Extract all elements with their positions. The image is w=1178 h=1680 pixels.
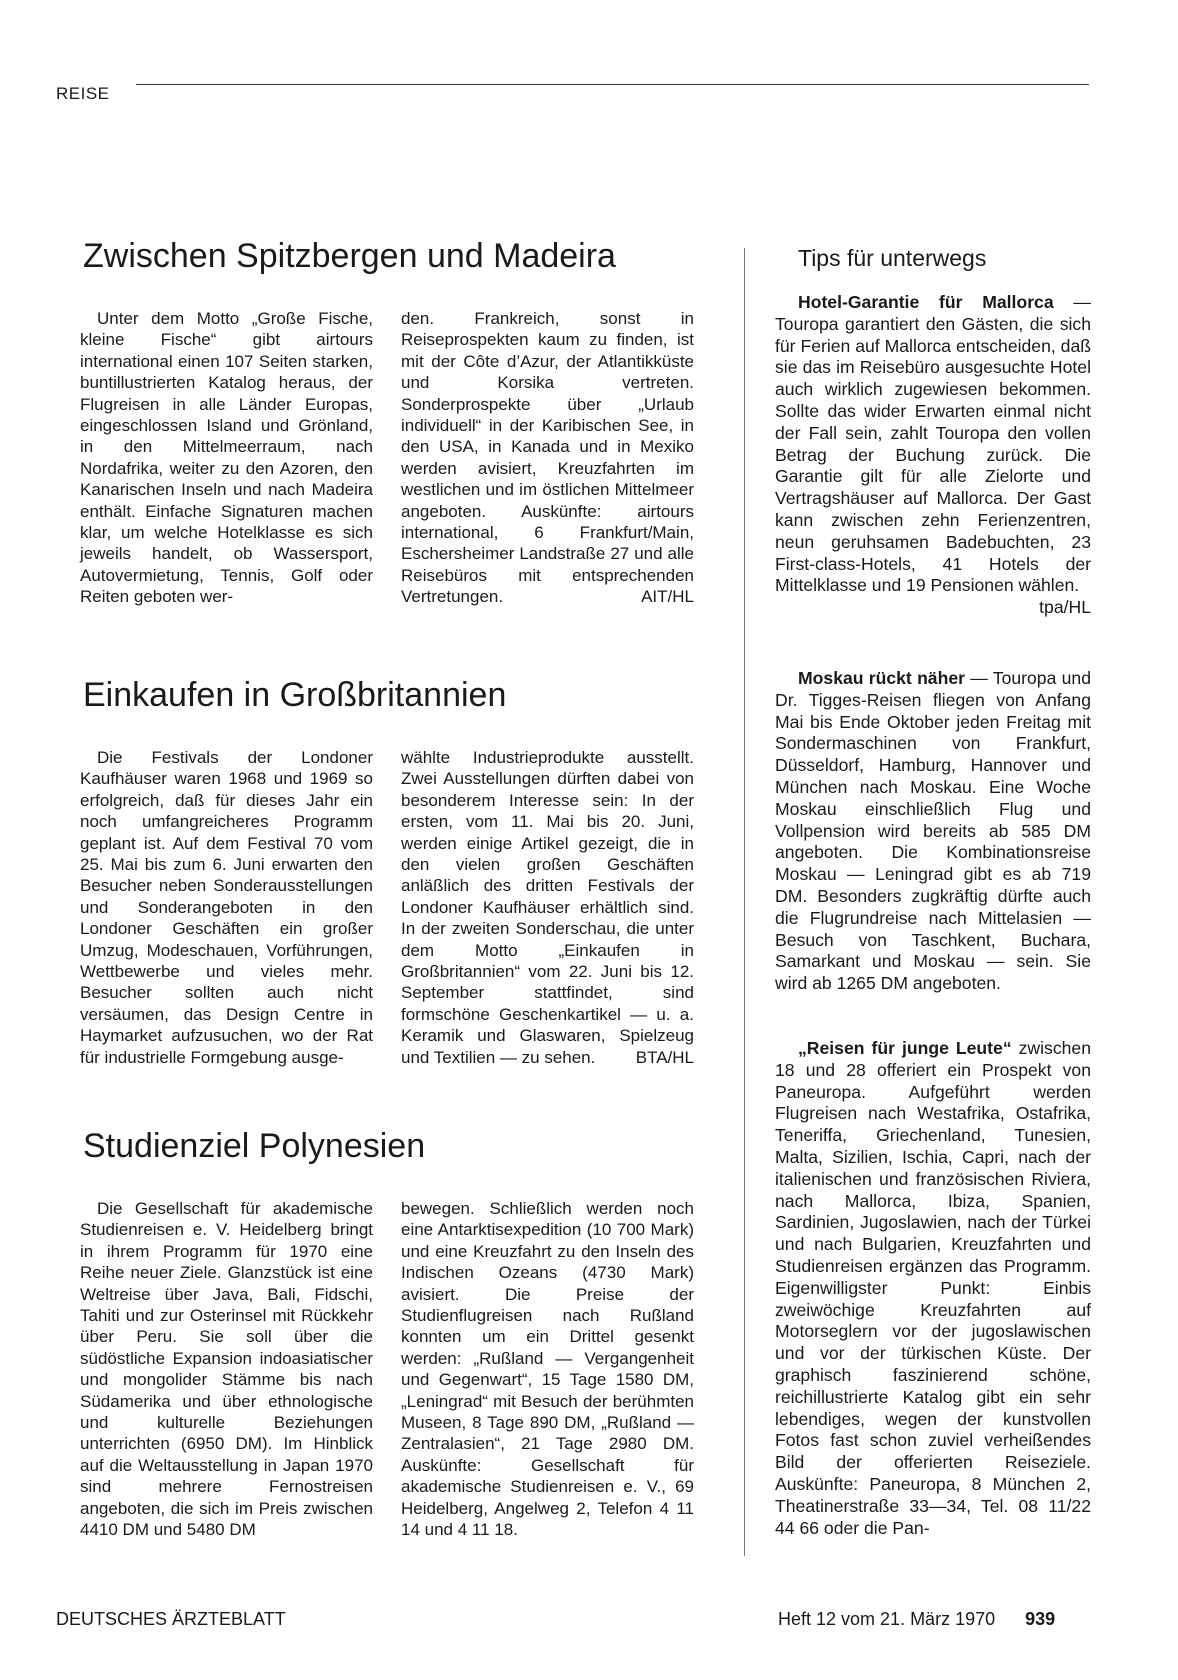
article-title-spitzbergen: Zwischen Spitzbergen und Madeira (83, 237, 616, 275)
article-body: bewegen. Schließlich werden noch eine Antarktisexpedition (10 700 Mark) und eine Kreuzfahrt zu den Inseln des Indischen Ozeans (4730 Mark) avisiert. Die Preise der Studienflugreisen nach Rußland konnten um ein Drittel gesenkt werden: „Rußland — Vergangenheit und Gegenwart“, 15 Tage 1580 DM, „Leningrad“ mit Besuch der berühmten Museen, 8 Tage 890 DM, „Rußland — Zentralasien“, 21 Tage 2980 DM. Auskünfte: Gesellschaft für akademische Studienreisen e. V., 69 Heidelberg, Angelweg 2, Telefon 4 11 14 und 4 11 18. (401, 1199, 694, 1540)
tip-lead: Moskau rückt näher (798, 668, 965, 688)
tip-mallorca (775, 292, 1091, 619)
column-divider (744, 248, 745, 1556)
footer-issue-text: Heft 12 vom 21. März 1970 (778, 1609, 996, 1629)
article-body: Die Gesellschaft für akademische Studienreisen e. V. Heidelberg bringt in ihrem Programm für 1970 eine Reihe neuer Ziele. Glanzstück ist eine Weltreise über Java, Bali, Fidschi, Tahiti und zur Osterinsel mit Rückkehr über Peru. Sie soll über die südöstliche Expansion indoasiatischer und mongolider Stämme bis nach Südamerika und über ethnologische und kulturelle Beziehungen unterrichten (6950 DM). Im Hinblick auf die Weltausstellung in Japan 1970 sind mehrere Fernostreisen angeboten, die sich im Preis zwischen 4410 DM und 5480 DM (80, 1199, 373, 1540)
article-body: Unter dem Motto „Große Fische, kleine Fische“ gibt airtours international einen 107 Seiten starken, buntillustrierten Katalog heraus, der Flugreisen in alle Länder Europas, eingeschlossen Island und Grönland, in den Mittelmeerraum, nach Nordafrika, weiter zu den Azoren, den Kanarischen Inseln und nach Madeira enthält. Einfache Signaturen machen klar, um welche Hotelklasse es sich jeweils handelt, ob Wassersport, Autovermietung, Tennis, Golf oder Reiten geboten wer- (80, 309, 373, 607)
tip-lead: „Reisen für junge Leute“ (798, 1038, 1012, 1058)
header-rule (136, 84, 1089, 85)
tip-junge-leute (775, 1038, 1091, 1539)
article-signature: AIT/HL (641, 587, 694, 607)
tip-body: — Touropa garantiert den Gästen, die sich für Ferien auf Mallorca entscheiden, daß sie das im Reisebüro ausgesuchte Hotel auch wirklich zugewiesen bekommen. Sollte das wider Erwarten einmal nicht der Fall sein, zahlt Touropa den vollen Betrag der Buchung zurück. Die Garantie gilt für alle Zielorte und Vertragshäuser auf Mallorca. Der Gast kann zwischen zehn Ferienzentren, neun geruhsamen Badebuchten, 23 First-class-Hotels, 41 Hotels der Mittelklasse und 19 Pensionen wählen. (775, 292, 1091, 596)
article-polynesien-col2 (401, 1198, 694, 1541)
article-signature: BTA/HL (635, 1047, 694, 1067)
section-label: REISE (56, 84, 110, 103)
article-spitzbergen-col1 (80, 308, 373, 608)
tip-body: — Touropa und Dr. Tigges-Reisen fliegen von Anfang Mai bis Ende Oktober jeden Freitag mit Sondermaschinen von Frankfurt, Düsseldorf, Hamburg, Hannover und München nach Moskau. Eine Woche Moskau einschließlich Flug und Vollpension wird bereits ab 585 DM angeboten. Die Kombinationsreise Moskau — Leningrad gibt es ab 719 DM. Besonders zugkräftig dürfte auch die Flugrundreise nach Mittelasien — Besuch von Taschkent, Buchara, Samarkant und Moskau — sein. Sie wird ab 1265 DM angeboten. (775, 668, 1092, 994)
footer-journal: DEUTSCHES ÄRZTEBLATT (56, 1609, 286, 1629)
footer-issue (778, 1609, 1055, 1630)
tip-lead: Hotel-Garantie für Mallorca (798, 292, 1054, 312)
tip-moskau (775, 668, 1091, 995)
page-number: 939 (1025, 1609, 1056, 1629)
article-grossbritannien-col1 (80, 747, 373, 1068)
article-title-grossbritannien: Einkaufen in Großbritannien (83, 676, 507, 714)
article-grossbritannien-col2 (401, 747, 694, 1068)
tips-title: Tips für unterwegs (798, 245, 987, 271)
article-title-polynesien: Studienziel Polynesien (83, 1127, 426, 1165)
article-polynesien-col1 (80, 1198, 373, 1541)
tip-signature: tpa/HL (1039, 597, 1091, 618)
article-body: Die Festivals der Londoner Kaufhäuser waren 1968 und 1969 so erfolgreich, daß für dieses Jahr ein noch umfangreicheres Programm geplant ist. Auf dem Festival 70 vom 25. Mai bis zum 6. Juni erwarten den Besucher neben Sonderausstellungen und Sonderangeboten in den Londoner Geschäften ein großer Umzug, Modeschauen, Vorführungen, Wettbewerbe und vieles mehr. Besucher sollten auch nicht versäumen, das Design Centre in Haymarket aufzusuchen, wo der Rat für industrielle Formgebung ausge- (80, 748, 373, 1067)
article-body: den. Frankreich, sonst in Reiseprospekten kaum zu finden, ist mit der Côte d’Azur, der Atlantikküste und Korsika vertreten. Sonderprospekte über „Urlaub individuell“ in der Karibischen See, in den USA, in Kanada und in Mexiko werden avisiert, Kreuzfahrten im westlichen und im östlichen Mittelmeer angeboten. Auskünfte: airtours international, 6 Frankfurt/Main, Eschersheimer Landstraße 27 und alle Reisebüros mit entsprechenden Vertretungen. AIT/HL (401, 309, 694, 607)
article-body: wählte Industrieprodukte ausstellt. Zwei Ausstellungen dürften dabei von besonderem Interesse sein: In der ersten, vom 11. Mai bis 20. Juni, werden einige Artikel gezeigt, die in den vielen großen Geschäften anläßlich des dritten Festivals der Londoner Kaufhäuser erhältlich sind. In der zweiten Sonderschau, die unter dem Motto „Einkaufen in Großbritannien“ vom 22. Juni bis 12. September stattfindet, sind formschöne Geschenkartikel — u. a. Keramik und Glaswaren, Spielzeug und Textilien — zu sehen. BTA/HL (401, 748, 694, 1067)
tip-body: zwischen 18 und 28 offeriert ein Prospekt von Paneuropa. Aufgeführt werden Flugreisen nach Westafrika, Ostafrika, Teneriffa, Griechenland, Tunesien, Malta, Sizilien, Ischia, Capri, nach der italienischen und französischen Riviera, nach Mallorca, Ibiza, Spanien, Sardinien, Jugoslawien, nach der Türkei und nach Bulgarien, Kreuzfahrten und Studienreisen ergänzen das Programm. Eigenwilligster Punkt: Einbis zweiwöchige Kreuzfahrten auf Motorseglern vor der jugoslawischen und vor der türkischen Küste. Der graphisch faszinierend schöne, reichillustrierte Katalog gibt ein sehr lebendiges, wegen der kunstvollen Fotos fast schon zuviel verheißendes Bild der offerierten Reiseziele. Auskünfte: Paneuropa, 8 München 2, Theatinerstraße 33—34, Tel. 08 11/22 44 66 oder die Pan- (775, 1038, 1091, 1538)
article-spitzbergen-col2 (401, 308, 694, 608)
